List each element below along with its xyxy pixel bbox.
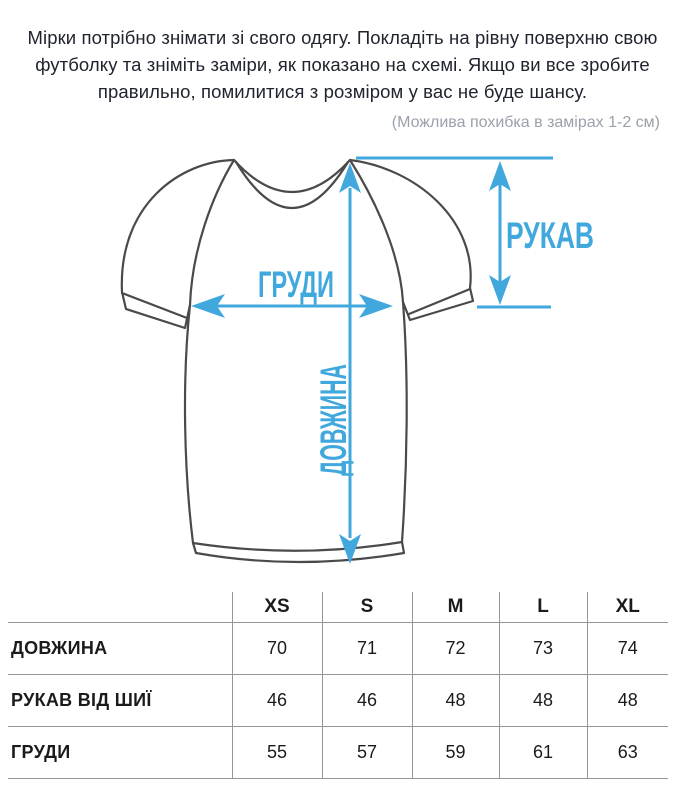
- size-column-xs: XS: [232, 592, 322, 622]
- length-value-s: 71: [322, 622, 412, 674]
- row-label-length: ДОВЖИНА: [8, 622, 232, 674]
- chest-value-l: 61: [499, 726, 587, 778]
- length-value-xs: 70: [232, 622, 322, 674]
- row-label-sleeve: РУКАВ ВІД ШИЇ: [8, 674, 232, 726]
- chest-label: ГРУДИ: [258, 264, 334, 305]
- sleeve-value-xs: 46: [232, 674, 322, 726]
- size-column-l: L: [499, 592, 587, 622]
- table-row-sleeve: [8, 674, 668, 726]
- length-value-xl: 74: [587, 622, 668, 674]
- sleeve-value-xl: 48: [587, 674, 668, 726]
- size-column-s: S: [322, 592, 412, 622]
- sleeve-value-s: 46: [322, 674, 412, 726]
- size-table-header-row: [8, 592, 668, 622]
- chest-value-xs: 55: [232, 726, 322, 778]
- tshirt-drawing: [122, 160, 473, 562]
- intro-text: Мірки потрібно знімати зі свого одягу. Покладіть на рівну поверхню свою футболку та зніміть заміри, як показано на схемі. Якщо ви все зробите правильно, помилитися з розміром у вас не буде шансу.: [27, 27, 658, 102]
- sleeve-label: РУКАВ: [506, 215, 594, 256]
- tolerance-note: (Можлива похибка в замірах 1-2 см): [391, 114, 660, 131]
- size-table: [8, 592, 668, 779]
- table-row-chest: [8, 726, 668, 778]
- table-row-length: [8, 622, 668, 674]
- chest-value-xl: 63: [587, 726, 668, 778]
- sleeve-value-m: 48: [412, 674, 499, 726]
- length-label: ДОВЖИНА: [313, 282, 354, 476]
- size-column-xl: XL: [587, 592, 668, 622]
- size-column-m: M: [412, 592, 499, 622]
- chest-value-s: 57: [322, 726, 412, 778]
- length-value-m: 72: [412, 622, 499, 674]
- chest-value-m: 59: [412, 726, 499, 778]
- row-label-chest: ГРУДИ: [8, 726, 232, 778]
- size-table-corner-cell: [8, 592, 232, 622]
- length-value-l: 73: [499, 622, 587, 674]
- sleeve-value-l: 48: [499, 674, 587, 726]
- tshirt-silhouette: [122, 160, 473, 562]
